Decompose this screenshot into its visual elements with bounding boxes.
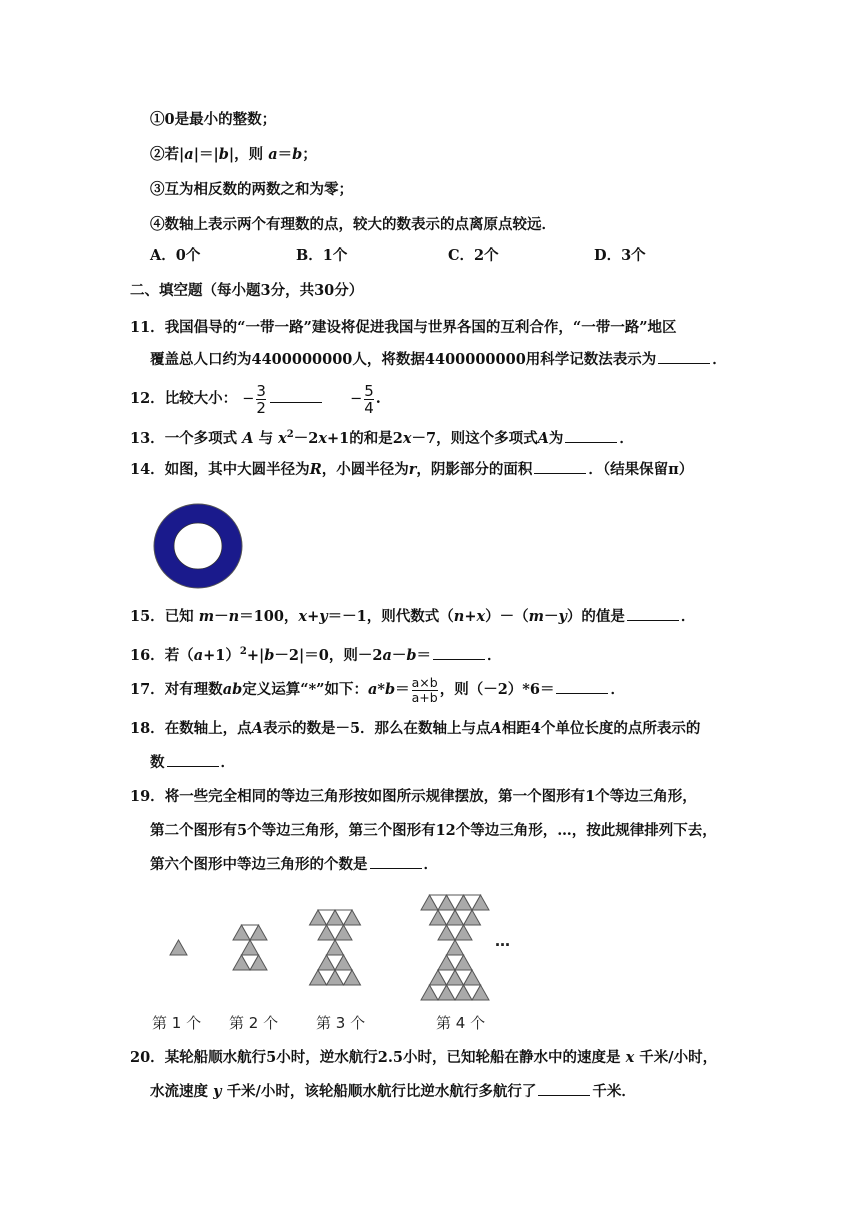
answer-blank[interactable] (627, 608, 679, 621)
statement-2: ②若|a|＝|b|，则 a＝b； (150, 146, 317, 163)
option-c: C．2个 (448, 247, 499, 264)
question-19-line2: 第二个图形有5个等边三角形，第三个图形有12个等边三角形，…，按此规律排列下去， (150, 822, 717, 839)
answer-blank[interactable] (556, 681, 608, 694)
answer-blank[interactable] (658, 351, 710, 364)
triangle (327, 940, 344, 955)
question-11-line2: 覆盖总人口约为4400000000人，将数据4400000000用科学记数法表示为 ． (150, 351, 727, 368)
answer-blank[interactable] (167, 754, 219, 767)
option-a: A．0个 (150, 247, 201, 264)
answer-blank[interactable] (370, 856, 422, 869)
inner-circle (174, 523, 222, 569)
triangle (447, 940, 464, 955)
statement-4: ④数轴上表示两个有理数的点，较大的数表示的点离原点较远． (150, 216, 556, 233)
question-18-line2: 数 ． (150, 754, 235, 771)
question-14: 14．如图，其中大圆半径为R，小圆半径为r，阴影部分的面积 ．（结果保留π） (130, 461, 694, 478)
answer-blank[interactable] (538, 1083, 590, 1096)
caption-figure-1: 第 1 个 (152, 1014, 202, 1032)
question-13: 13．一个多项式 A 与 $x^2-2x+1$的和是2x－7，则这个多项式A为 ． (130, 429, 634, 447)
fraction-5-4: $\frac{5}{4}$ (364, 381, 374, 417)
answer-blank[interactable] (534, 461, 586, 474)
statement-1: ①0是最小的整数； (150, 111, 277, 128)
fraction-axb-over-apb: $\frac{a\times b}{a+b}$ (411, 674, 438, 705)
statement-3: ③互为相反数的两数之和为零； (150, 181, 353, 198)
question-20-line2: 水流速度 y 千米/小时，该轮船顺水航行比逆水航行多航行了 千米． (150, 1083, 636, 1100)
ellipsis: … (495, 932, 510, 950)
triangle-pattern-figure (150, 888, 530, 1013)
question-11: 11．我国倡导的“一带一路”建设将促进我国与世界各国的互利合作，“一带一路”地区 (130, 319, 677, 336)
option-d: D．3个 (594, 247, 646, 264)
caption-figure-3: 第 3 个 (316, 1014, 366, 1032)
question-17: 17．对有理数ab定义运算“*”如下：a*b＝ $\frac{a\times b}{a+b}$ ，则（－2）*6＝ ． (130, 674, 625, 705)
section-heading: 二、填空题（每小题3分，共30分） (130, 282, 364, 299)
caption-figure-4: 第 4 个 (436, 1014, 486, 1032)
question-15: 15．已知 m－n＝100，x+y＝－1，则代数式（n+x）－（m－y）的值是 ． (130, 608, 696, 625)
question-20: 20．某轮船顺水航行5小时，逆水航行2.5小时，已知轮船在静水中的速度是 x 千米/小时， (130, 1049, 718, 1066)
question-18: 18．在数轴上，点A表示的数是－5．那么在数轴上与点A相距4个单位长度的点所表示的 (130, 720, 701, 737)
question-19: 19．将一些完全相同的等边三角形按如图所示规律摆放，第一个图形有1个等边三角形， (130, 788, 697, 805)
answer-blank[interactable] (270, 390, 322, 403)
option-b: B．1个 (296, 247, 348, 264)
annulus-figure (152, 502, 244, 590)
triangle (242, 940, 259, 955)
answer-blank[interactable] (433, 647, 485, 660)
question-16: 16．若$(a+1)^2+|b-2|=0$，则－2a－b＝ ． (130, 646, 502, 664)
caption-figure-2: 第 2 个 (229, 1014, 279, 1032)
answer-blank[interactable] (565, 430, 617, 443)
triangle (170, 940, 187, 955)
question-12: 12．比较大小： − $\frac{3}{2}$ − $\frac{5}{4}$ . (130, 381, 381, 417)
fraction-3-2: $\frac{3}{2}$ (256, 381, 266, 417)
question-19-line3: 第六个图形中等边三角形的个数是 ． (150, 856, 438, 873)
